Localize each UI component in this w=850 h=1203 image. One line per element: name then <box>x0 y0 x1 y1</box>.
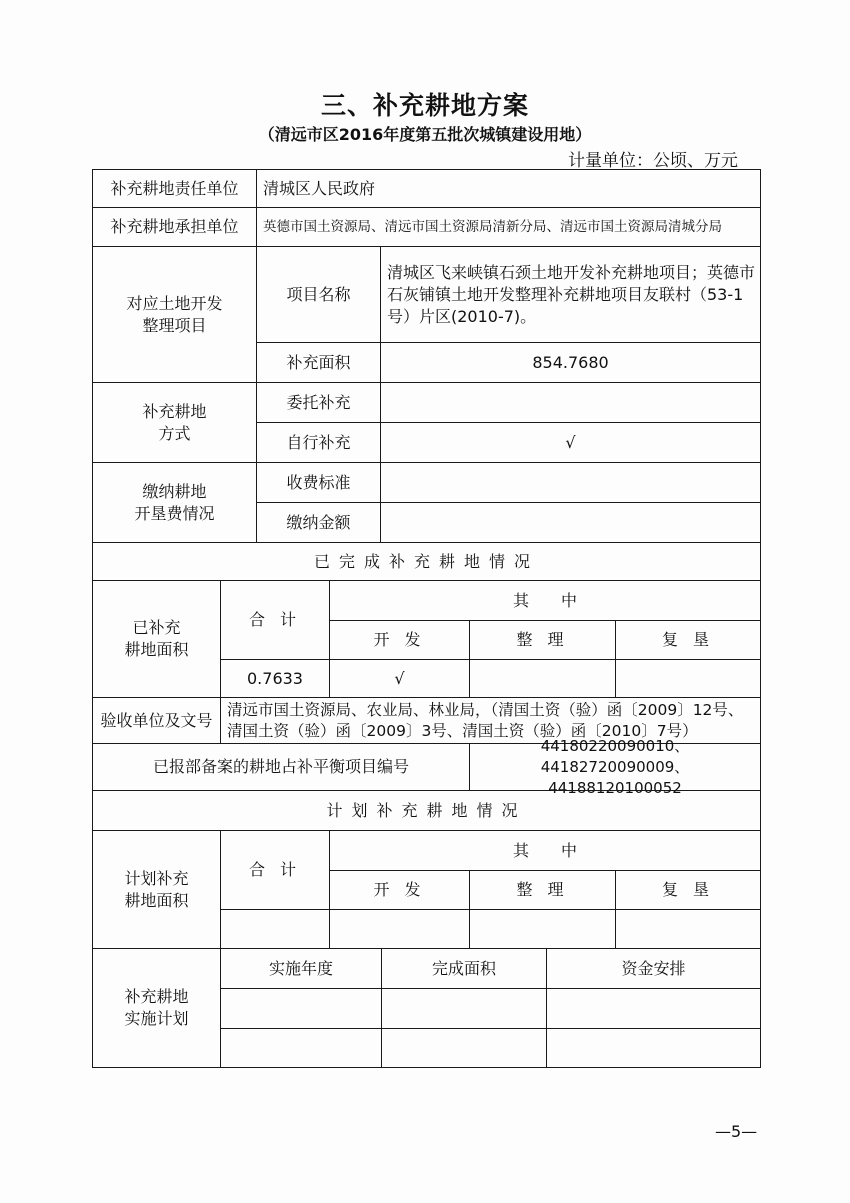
impl-cell <box>220 1028 382 1068</box>
impl-header-area: 完成面积 <box>381 948 547 989</box>
completed-area-label: 已补充 耕地面积 <box>92 580 221 698</box>
completed-total-header: 合 计 <box>220 580 330 660</box>
planned-develop-value <box>329 909 470 949</box>
responsible-unit-value: 清城区人民政府 <box>256 169 761 208</box>
fee-standard-value <box>380 462 761 503</box>
completed-reclaim-value <box>615 659 761 698</box>
planned-area-label: 计划补充 耕地面积 <box>92 830 221 949</box>
entrusted-label: 委托补充 <box>256 382 381 423</box>
planned-arrange-header: 整 理 <box>469 870 616 910</box>
completed-total-value: 0.7633 <box>220 659 330 698</box>
self-label: 自行补充 <box>256 422 381 463</box>
completed-develop-header: 开 发 <box>329 620 470 660</box>
fee-amount-label: 缴纳金额 <box>256 502 381 543</box>
supplement-farmland-table <box>92 169 761 1068</box>
impl-cell <box>546 988 761 1029</box>
planned-reclaim-value <box>615 909 761 949</box>
undertaking-unit-value: 英德市国土资源局、清远市国土资源局清新分局、清远市国土资源局清城分局 <box>256 207 761 247</box>
supplement-area-label: 补充面积 <box>256 342 381 383</box>
page-title: 三、补充耕地方案 <box>320 91 529 120</box>
completed-among-header: 其 中 <box>329 580 761 621</box>
unit-label: 计量单位：公顷、万元 <box>568 151 738 171</box>
supplement-area-value: 854.7680 <box>380 342 761 383</box>
impl-header-funding: 资金安排 <box>546 948 761 989</box>
impl-cell <box>381 988 547 1029</box>
acceptance-value: 清远市国土资源局、农业局、林业局，（清国土资（验）函〔2009〕12号、清国土资（验）函〔2009〕3号、清国土资（验）函〔2010〕7号） <box>220 697 761 744</box>
responsible-unit-label: 补充耕地责任单位 <box>92 169 257 208</box>
acceptance-label: 验收单位及文号 <box>92 697 221 744</box>
planned-arrange-value <box>469 909 616 949</box>
fee-standard-label: 收费标准 <box>256 462 381 503</box>
land-project-label: 对应土地开发 整理项目 <box>92 246 257 383</box>
planned-develop-header: 开 发 <box>329 870 470 910</box>
planned-section-title: 计划补充耕地情况 <box>92 790 761 831</box>
project-name-label: 项目名称 <box>256 246 381 343</box>
impl-header-year: 实施年度 <box>220 948 382 989</box>
completed-section-title: 已完成补充耕地情况 <box>92 542 761 581</box>
planned-total-header: 合 计 <box>220 830 330 910</box>
completed-develop-check-mark: √ <box>329 659 470 698</box>
page-number: —5— <box>715 1122 758 1141</box>
completed-arrange-value <box>469 659 616 698</box>
fee-label: 缴纳耕地 开垦费情况 <box>92 462 257 543</box>
filed-label: 已报部备案的耕地占补平衡项目编号 <box>92 743 470 791</box>
page-subtitle: （清远市区2016年度第五批次城镇建设用地） <box>258 125 592 144</box>
self-check-mark: √ <box>380 422 761 463</box>
impl-label: 补充耕地 实施计划 <box>92 948 221 1068</box>
impl-cell <box>220 988 382 1029</box>
project-name-value: 清城区飞来峡镇石颈土地开发补充耕地项目；英德市石灰铺镇土地开发整理补充耕地项目友联村（53-1号）片区(2010-7)。 <box>380 246 761 343</box>
completed-arrange-header: 整 理 <box>469 620 616 660</box>
entrusted-value <box>380 382 761 423</box>
planned-total-value <box>220 909 330 949</box>
impl-cell <box>546 1028 761 1068</box>
method-label: 补充耕地 方式 <box>92 382 257 463</box>
planned-among-header: 其 中 <box>329 830 761 871</box>
fee-amount-value <box>380 502 761 543</box>
completed-reclaim-header: 复 垦 <box>615 620 761 660</box>
impl-cell <box>381 1028 547 1068</box>
planned-reclaim-header: 复 垦 <box>615 870 761 910</box>
filed-value: 44180220090010、44182720090009、44188120100052 <box>469 743 761 791</box>
undertaking-unit-label: 补充耕地承担单位 <box>92 207 257 247</box>
